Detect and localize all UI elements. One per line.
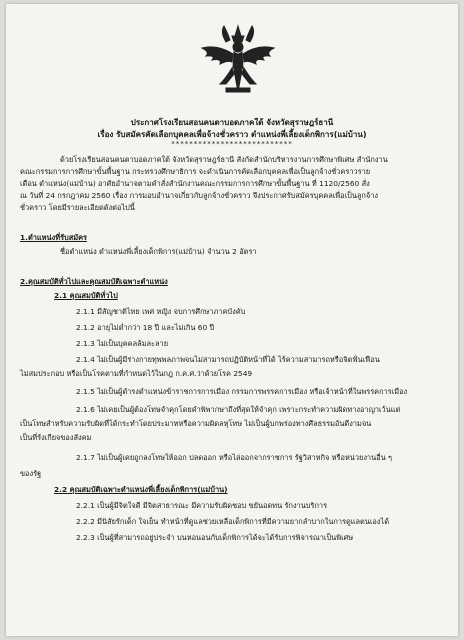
qualification-item: 2.1.1 มีสัญชาติไทย เพศ หญิง จบการศึกษาภาคบังคับ [76,307,246,316]
subject-label: เรื่อง [97,130,114,139]
qualification-item: 2.1.7 ไม่เป็นผู้เคยถูกลงโทษให้ออก ปลดออก หรือไล่ออกจากราชการ รัฐวิสาหกิจ หรือหน่วยงานอื่น ๆ [76,453,392,462]
qualification-item-cont: ของรัฐ [20,469,42,478]
qualification-item: 2.1.6 ไม่เคยเป็นผู้ต้องโทษจำคุกโดยคำพิพากษาถึงที่สุดให้จำคุก เพราะกระทำความผิดทางอาญาเว้นแต่ [76,405,401,414]
specific-qualification-item: 2.2.2 มีนิสัยรักเด็ก ใจเย็น ทำหน้าที่ดูแลช่วยเหลือเด็กพิการที่มีความยากลำบากในการดูแลตนเองได้ [76,517,389,526]
qualification-item: 2.1.2 อายุไม่ต่ำกว่า 18 ปี และไม่เกิน 60 ปี [76,323,215,332]
document-page [6,4,458,636]
specific-qualification-item: 2.2.1 เป็นผู้มีจิตใจดี มีจิตสาธารณะ มีความรับผิดชอบ ขยันอดทน รักงานบริการ [76,501,328,510]
intro-line: ชั่วคราว โดยมีรายละเอียดดังต่อไปนี้ [20,203,135,212]
qualification-item: 2.1.4 ไม่เป็นผู้มีร่างกายทุพพลภาพจนไม่สามารถปฏิบัติหน้าที่ได้ ไร้ความสามารถหรือจิตฟั่นเฟือน [76,355,380,364]
intro-line: คณะกรรมการการศึกษาขั้นพื้นฐาน กระทรวงศึกษาธิการ จะดำเนินการคัดเลือกบุคคลเพื่อเป็นลูกจ้างชั่วคราวราย [20,167,371,176]
qualification-item-cont: เป็นโทษสำหรับความรับผิดที่ได้กระทำโดยประมาทหรือความผิดลหุโทษ ไม่เป็นผู้บกพร่องทางศีลธรรมอันดีงามจน [20,419,372,428]
subject-text: รับสมัครคัดเลือกบุคคลเพื่อจ้างชั่วคราว ตำแหน่งพี่เลี้ยงเด็กพิการ(แม่บ้าน) [116,130,367,139]
subsection-2-1-heading: 2.1 คุณสมบัติทั่วไป [54,291,118,300]
qualification-item-cont: เป็นที่รังเกียจของสังคม [20,433,92,442]
section2-heading: 2.คุณสมบัติทั่วไปและคุณสมบัติเฉพาะตำแหน่ง [20,277,168,286]
intro-line: ณ วันที่ 24 กรกฎาคม 2560 เรื่อง การมอบอำนาจเกี่ยวกับลูกจ้างชั่วคราว จึงประกาศรับสมัครบุคคลเพื่อเป็นลูกจ้าง [20,191,378,200]
qualification-item-cont: ไม่สมประกอบ หรือเป็นโรคตามที่กำหนดไว้ในกฎ ก.ค.ศ.ว่าด้วยโรค 2549 [20,369,253,378]
garuda-emblem [196,22,280,98]
subsection-2-2-heading: 2.2 คุณสมบัติเฉพาะตำแหน่งพี่เลี้ยงเด็กพิการ(แม่บ้าน) [54,485,228,494]
qualification-item: 2.1.3 ไม่เป็นบุคคลล้มละลาย [76,339,169,348]
announcement-title: ประกาศโรงเรียนสอนคนตาบอดภาคใต้ จังหวัดสุราษฎร์ธานี [130,118,334,127]
intro-line: ด้วยโรงเรียนสอนคนตาบอดภาคใต้ จังหวัดสุราษฎร์ธานี สังกัดสำนักบริหารงานการศึกษาพิเศษ สำนักงาน [60,155,388,164]
divider-stars: *************************** [171,140,293,148]
position-line: ชื่อตำแหน่ง ตำแหน่งพี่เลี้ยงเด็กพิการ(แม่บ้าน) จำนวน 2 อัตรา [60,247,257,256]
specific-qualification-item: 2.2.3 เป็นผู้ที่สามารถอยู่ประจำ บนหอนอนกับเด็กพิการได้จะได้รับการพิจารณาเป็นพิเศษ [76,533,354,542]
intro-line: เดือน ตำแหน่ง(แม่บ้าน) อาศัยอำนาจตามคำสั่งสำนักงานคณะกรรมการการศึกษาขั้นพื้นฐาน ที่ 1120/2560 สั่ง [20,179,370,188]
qualification-item: 2.1.5 ไม่เป็นผู้ดำรงตำแหน่งข้าราชการการเมือง กรรมการพรรคการเมือง หรือเจ้าหน้าที่ในพรรคการเมือง [76,387,408,396]
section1-heading: 1.ตำแหน่งที่รับสมัคร [20,233,88,242]
